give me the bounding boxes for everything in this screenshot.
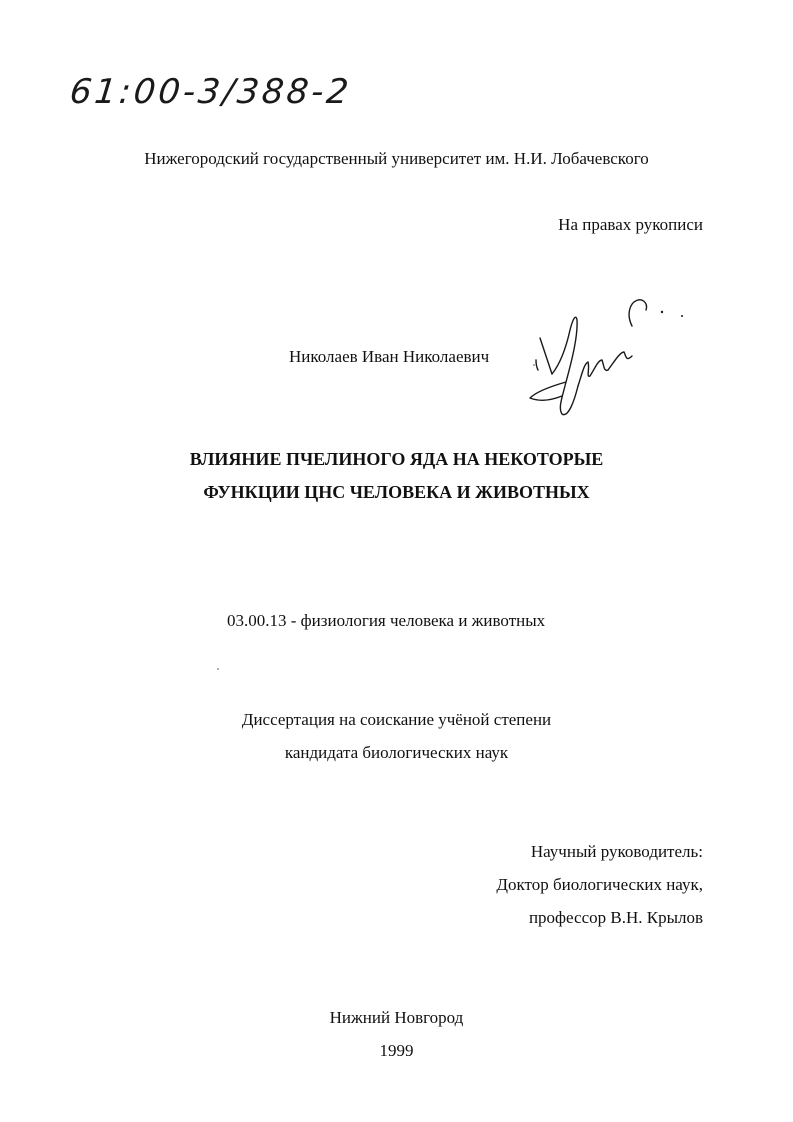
manuscript-note: На правах рукописи (558, 215, 703, 234)
specialty-code: 03.00.13 - физиология человека и животных (227, 611, 546, 630)
signature-stroke (629, 300, 646, 326)
scan-speck (217, 668, 219, 670)
signature-stroke (536, 360, 538, 370)
city: Нижний Новгород (329, 1008, 464, 1027)
signature-dot (661, 311, 663, 313)
signature-stroke (530, 382, 566, 400)
supervisor-name: профессор В.Н. Крылов (528, 908, 703, 927)
scan-speck (533, 364, 535, 366)
signature-dot (681, 315, 683, 317)
author-signature (522, 290, 692, 430)
handwritten-catalog-number: 61:00-3/388-2 (67, 72, 354, 112)
signature-stroke (552, 317, 578, 414)
signature-stroke (540, 338, 552, 374)
degree-line-1: Диссертация на соискание учёной степени (241, 710, 552, 729)
signature-stroke (578, 360, 608, 386)
university-name: Нижегородский государственный университет им. Н.И. Лобачевского (144, 149, 649, 168)
signature-stroke (608, 352, 632, 370)
year: 1999 (379, 1041, 414, 1060)
author-name: Николаев Иван Николаевич (289, 347, 490, 366)
supervisor-degree: Доктор биологических наук, (496, 875, 703, 894)
dissertation-title-line-2: ФУНКЦИИ ЦНС ЧЕЛОВЕКА И ЖИВОТНЫХ (203, 482, 590, 502)
degree-line-2: кандидата биологических наук (284, 743, 509, 762)
dissertation-title-line-1: ВЛИЯНИЕ ПЧЕЛИНОГО ЯДА НА НЕКОТОРЫЕ (189, 449, 604, 469)
supervisor-label: Научный руководитель: (530, 842, 703, 861)
